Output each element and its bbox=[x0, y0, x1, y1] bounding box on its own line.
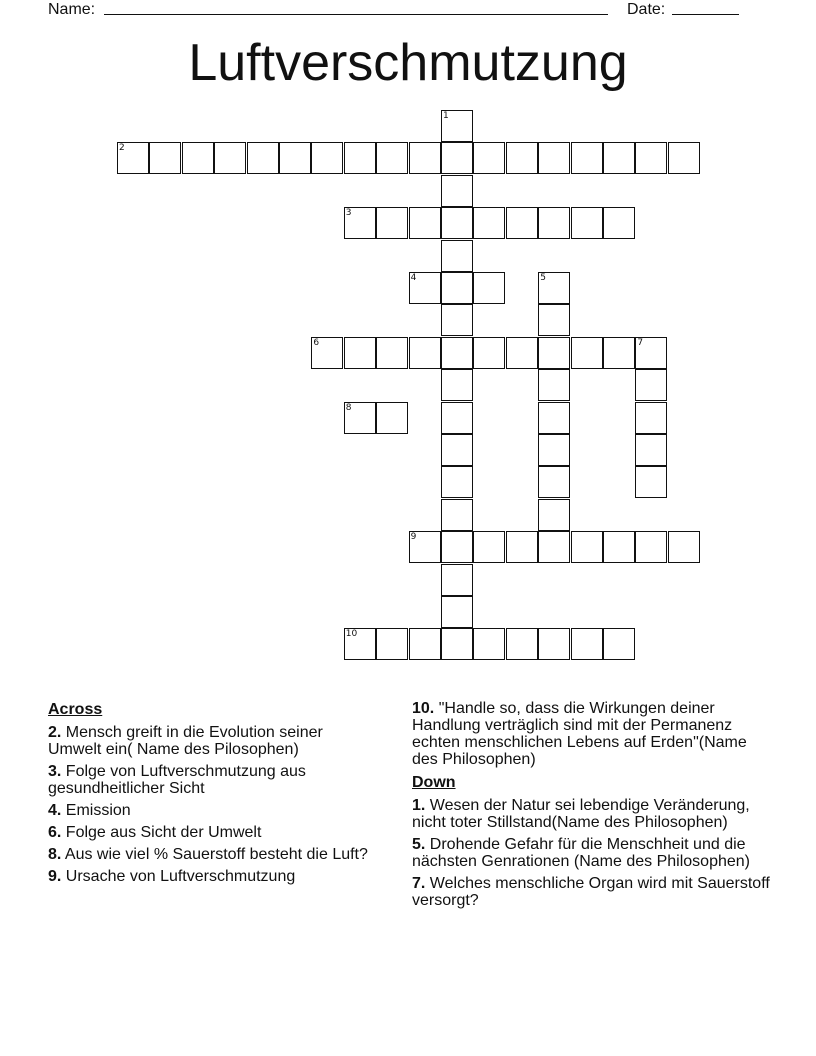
grid-cell[interactable] bbox=[376, 337, 408, 369]
grid-cell[interactable] bbox=[571, 207, 603, 239]
clue-text: Folge von Luftverschmutzung aus gesundheitlicher Sicht bbox=[48, 763, 306, 797]
page-title: Luftverschmutzung bbox=[188, 34, 628, 92]
clue-down-5 bbox=[412, 836, 772, 870]
right-clues-column bbox=[412, 700, 772, 914]
grid-cell[interactable] bbox=[635, 142, 667, 174]
grid-cell[interactable] bbox=[376, 142, 408, 174]
down-heading: Down bbox=[412, 774, 456, 791]
grid-cell[interactable] bbox=[344, 628, 376, 660]
clue-text: Mensch greift in die Evolution seiner Umwelt ein( Name des Pilosophen) bbox=[48, 724, 323, 758]
grid-cell[interactable] bbox=[182, 142, 214, 174]
grid-cell[interactable] bbox=[149, 142, 181, 174]
clue-number: 2. bbox=[48, 724, 62, 741]
grid-cell[interactable] bbox=[538, 304, 570, 336]
grid-cell[interactable] bbox=[473, 272, 505, 304]
clue-number: 10. bbox=[412, 700, 435, 717]
grid-cell[interactable] bbox=[247, 142, 279, 174]
grid-cell[interactable] bbox=[603, 531, 635, 563]
grid-cell[interactable] bbox=[538, 434, 570, 466]
grid-cell[interactable] bbox=[441, 142, 473, 174]
grid-cell[interactable] bbox=[409, 628, 441, 660]
grid-cell[interactable] bbox=[538, 628, 570, 660]
grid-cell[interactable] bbox=[409, 142, 441, 174]
grid-cell[interactable] bbox=[506, 531, 538, 563]
clue-number-label: 3 bbox=[345, 208, 352, 219]
grid-cell[interactable] bbox=[441, 304, 473, 336]
grid-cell[interactable] bbox=[409, 272, 441, 304]
grid-cell[interactable] bbox=[344, 207, 376, 239]
clue-number: 5. bbox=[412, 836, 426, 853]
grid-cell[interactable] bbox=[603, 337, 635, 369]
grid-cell[interactable] bbox=[538, 142, 570, 174]
clue-number: 8. bbox=[48, 846, 62, 863]
grid-cell[interactable] bbox=[441, 240, 473, 272]
grid-cell[interactable] bbox=[538, 369, 570, 401]
clue-number-label: 5 bbox=[540, 273, 546, 283]
clue-number-label: 1 bbox=[443, 111, 449, 121]
grid-cell[interactable] bbox=[538, 207, 570, 239]
clue-number: 7. bbox=[412, 875, 426, 892]
grid-cell[interactable] bbox=[571, 531, 603, 563]
clue-number-label: 4 bbox=[410, 273, 417, 283]
grid-cell[interactable] bbox=[441, 596, 473, 628]
name-label: Name: bbox=[48, 1, 96, 18]
grid-cell[interactable] bbox=[538, 466, 570, 498]
grid-cell[interactable] bbox=[441, 337, 473, 369]
clue-number-label: 7 bbox=[637, 337, 644, 348]
grid-cell[interactable] bbox=[506, 628, 538, 660]
grid-cell[interactable] bbox=[473, 531, 505, 563]
across-heading: Across bbox=[48, 701, 103, 718]
grid-cell[interactable] bbox=[506, 207, 538, 239]
grid-cell[interactable] bbox=[473, 142, 505, 174]
grid-cell[interactable] bbox=[279, 142, 311, 174]
grid-cell[interactable] bbox=[538, 272, 570, 304]
clue-across-10 bbox=[412, 700, 772, 768]
grid-cell[interactable] bbox=[635, 369, 667, 401]
clue-across-3 bbox=[48, 763, 378, 797]
clue-number-label: 2 bbox=[119, 143, 125, 154]
clue-number: 6. bbox=[48, 824, 62, 841]
grid-cell[interactable] bbox=[668, 531, 700, 563]
clue-number-label: 6 bbox=[313, 337, 320, 348]
grid-cell[interactable] bbox=[441, 369, 473, 401]
grid-cell[interactable] bbox=[571, 142, 603, 174]
grid-cell[interactable] bbox=[603, 207, 635, 239]
grid-cell[interactable] bbox=[344, 337, 376, 369]
grid-cell[interactable] bbox=[538, 531, 570, 563]
grid-cell[interactable] bbox=[635, 337, 667, 369]
clue-down-7 bbox=[412, 875, 772, 909]
clue-text: Ursache von Luftverschmutzung bbox=[65, 868, 296, 885]
grid-cell[interactable] bbox=[603, 628, 635, 660]
grid-cell[interactable] bbox=[506, 142, 538, 174]
grid-cell[interactable] bbox=[409, 531, 441, 563]
grid-cell[interactable] bbox=[441, 564, 473, 596]
clue-text: "Handle so, dass die Wirkungen deiner Handlung verträglich sind mit der Permanenz echten menschlichen Lebens auf Erden"(Name des Philosophen) bbox=[412, 700, 747, 768]
grid-cell[interactable] bbox=[635, 531, 667, 563]
clue-number-label: 9 bbox=[410, 532, 417, 543]
grid-cell[interactable] bbox=[376, 628, 408, 660]
grid-cell[interactable] bbox=[538, 337, 570, 369]
clue-across-2 bbox=[48, 724, 378, 758]
grid-cell[interactable] bbox=[538, 499, 570, 531]
grid-cell[interactable] bbox=[344, 402, 376, 434]
grid-cell[interactable] bbox=[311, 337, 343, 369]
grid-cell[interactable] bbox=[441, 110, 473, 142]
grid-cell[interactable] bbox=[117, 142, 149, 174]
grid-cell[interactable] bbox=[441, 499, 473, 531]
grid-cell[interactable] bbox=[441, 207, 473, 239]
clue-text: Drohende Gefahr für die Menschheit und die nächsten Genrationen (Name des Philosophen) bbox=[412, 836, 750, 870]
clue-number: 3. bbox=[48, 763, 62, 780]
grid-cell[interactable] bbox=[311, 142, 343, 174]
clue-number: 4. bbox=[48, 802, 62, 819]
clue-text: Welches menschliche Organ wird mit Sauerstoff versorgt? bbox=[412, 875, 770, 909]
clue-across-9 bbox=[48, 868, 378, 885]
grid-cell[interactable] bbox=[635, 466, 667, 498]
across-clues-column bbox=[48, 700, 378, 890]
clue-across-6 bbox=[48, 824, 378, 841]
grid-cell[interactable] bbox=[668, 142, 700, 174]
clue-number: 1. bbox=[412, 797, 426, 814]
clue-number: 9. bbox=[48, 868, 62, 885]
grid-cell[interactable] bbox=[635, 434, 667, 466]
grid-cell[interactable] bbox=[376, 207, 408, 239]
grid-cell[interactable] bbox=[603, 142, 635, 174]
grid-cell[interactable] bbox=[441, 466, 473, 498]
grid-cell[interactable] bbox=[441, 175, 473, 207]
grid-cell[interactable] bbox=[506, 337, 538, 369]
grid-cell[interactable] bbox=[473, 337, 505, 369]
grid-cell[interactable] bbox=[635, 402, 667, 434]
clue-down-1 bbox=[412, 797, 772, 831]
grid-cell[interactable] bbox=[441, 434, 473, 466]
clue-across-8 bbox=[48, 846, 378, 863]
grid-cell[interactable] bbox=[473, 628, 505, 660]
grid-cell[interactable] bbox=[409, 207, 441, 239]
grid-cell[interactable] bbox=[376, 402, 408, 434]
grid-cell[interactable] bbox=[441, 272, 473, 304]
grid-cell[interactable] bbox=[538, 402, 570, 434]
grid-cell[interactable] bbox=[344, 142, 376, 174]
clue-number-label: 10 bbox=[345, 629, 358, 640]
clue-text: Folge aus Sicht der Umwelt bbox=[65, 824, 262, 841]
clue-text: Wesen der Natur sei lebendige Veränderung, nicht toter Stillstand(Name des Philosophen) bbox=[412, 797, 750, 831]
clue-number-label: 8 bbox=[345, 402, 352, 413]
grid-cell[interactable] bbox=[571, 628, 603, 660]
grid-cell[interactable] bbox=[409, 337, 441, 369]
grid-cell[interactable] bbox=[214, 142, 246, 174]
clue-text: Emission bbox=[65, 802, 131, 819]
grid-cell[interactable] bbox=[441, 531, 473, 563]
grid-cell[interactable] bbox=[441, 402, 473, 434]
grid-cell[interactable] bbox=[473, 207, 505, 239]
grid-cell[interactable] bbox=[571, 337, 603, 369]
clue-text: Aus wie viel % Sauerstoff besteht die Luft? bbox=[64, 846, 368, 863]
grid-cell[interactable] bbox=[441, 628, 473, 660]
clue-across-4 bbox=[48, 802, 378, 819]
date-label: Date: bbox=[627, 1, 666, 18]
